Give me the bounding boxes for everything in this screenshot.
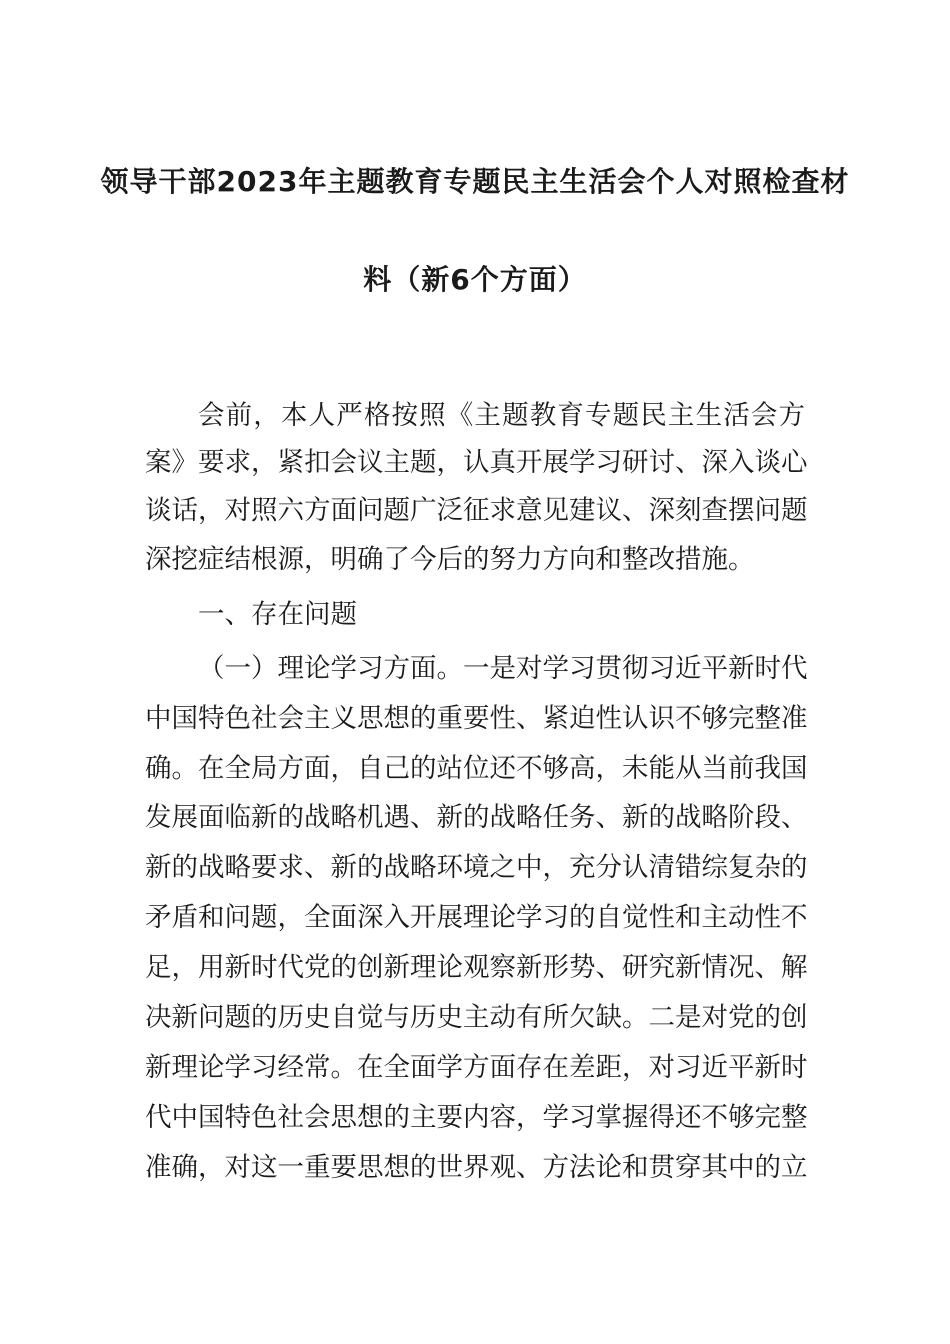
section-paragraph-line: 足，用新时代党的创新理论观察新形势、研究新情况、解 <box>145 952 808 983</box>
document-title-line-1: 领导干部2023年主题教育专题民主生活会个人对照检查材 <box>100 165 850 198</box>
section-paragraph-line: 决新问题的历史自觉与历史主动有所欠缺。二是对党的创 <box>145 1002 808 1033</box>
intro-paragraph-line: 案》要求，紧扣会议主题，认真开展学习研讨、深入谈心 <box>145 447 808 478</box>
document-title-line-2: 料（新6个方面） <box>363 263 587 296</box>
section-paragraph-line: 代中国特色社会思想的主要内容，学习掌握得还不够完整 <box>145 1102 808 1133</box>
intro-paragraph-line: 深挖症结根源，明确了今后的努力方向和整改措施。 <box>145 544 755 575</box>
intro-paragraph-line: 会前，本人严格按照《主题教育专题民主生活会方 <box>198 400 805 431</box>
section-paragraph-line: 确。在全局方面，自己的站位还不够高，未能从当前我国 <box>145 753 808 784</box>
section-paragraph-line: 准确，对这一重要思想的世界观、方法论和贯穿其中的立 <box>145 1152 808 1183</box>
intro-paragraph-line: 谈话，对照六方面问题广泛征求意见建议、深刻查摆问题 <box>145 495 808 526</box>
section-paragraph-line: 新理论学习经常。在全面学方面存在差距，对习近平新时 <box>145 1052 808 1083</box>
section-paragraph-line: 发展面临新的战略机遇、新的战略任务、新的战略阶段、 <box>145 802 808 833</box>
section-paragraph-line: （一）理论学习方面。一是对学习贯彻习近平新时代 <box>198 653 808 684</box>
section-paragraph-line: 新的战略要求、新的战略环境之中，充分认清错综复杂的 <box>145 852 808 883</box>
section-heading: 一、存在问题 <box>198 599 357 630</box>
section-paragraph-line: 中国特色社会主义思想的重要性、紧迫性认识不够完整准 <box>145 703 808 734</box>
section-paragraph-line: 矛盾和问题，全面深入开展理论学习的自觉性和主动性不 <box>145 902 808 933</box>
